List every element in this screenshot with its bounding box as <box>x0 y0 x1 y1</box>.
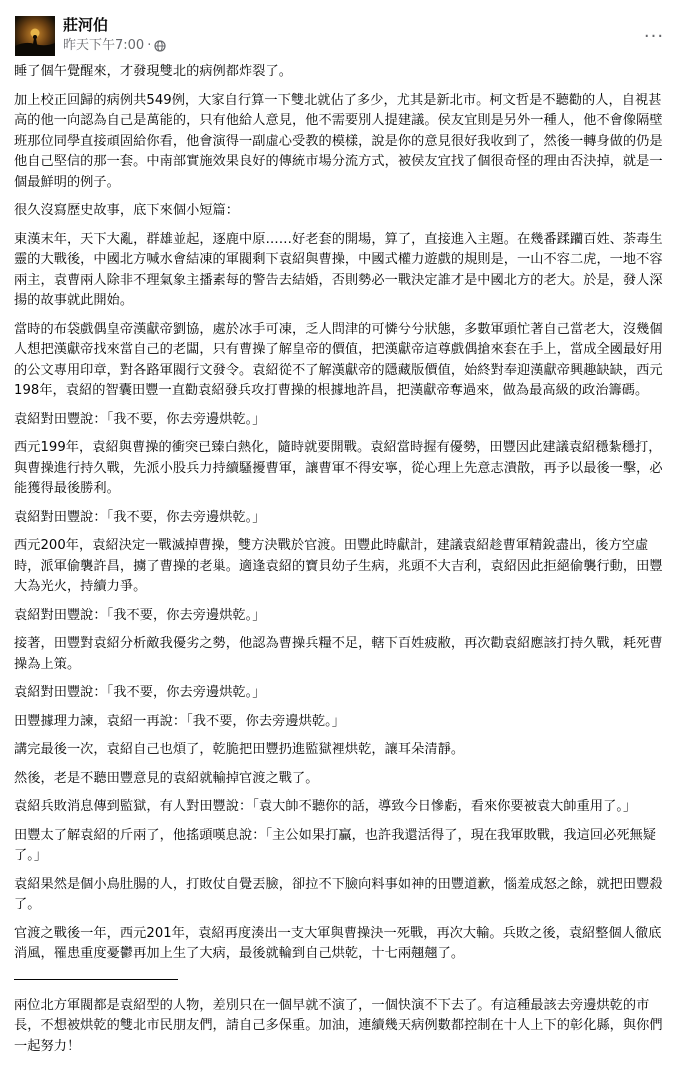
post-paragraph: 田豐據理力諫，袁紹一再說：「我不要，你去旁邊烘乾。」 <box>14 713 345 729</box>
post-paragraph: 當時的布袋戲偶皇帝漢獻帝劉協，處於冰手可凍，乏人問津的可憐兮兮狀態，多數軍頭忙著自己當老大，沒幾個人想把漢獻帝找來當自己的老闆，只有曹操了解皇帝的價值，把漢獻帝這尊戲偶搶來套在手上，當成全國最好用的公文專用印章，對各路軍閥行文發令。袁紹從不了解漢獻帝的隱藏版價值，始終對奉迎漢獻帝興趣缺缺，西元198年，袁紹的智囊田豐一直勸袁紹發兵攻打曹操的根據地許昌，把漢獻帝奪過來，做為最高級的政治籌碼。 <box>14 321 663 398</box>
post-paragraph: 田豐太了解袁紹的斤兩了，他搖頭嘆息說：「主公如果打贏，也許我還活得了，現在我軍敗戰，我這回必死無疑了。」 <box>14 827 657 863</box>
globe-icon[interactable] <box>154 40 166 52</box>
post-paragraph: 袁紹果然是個小鳥肚腸的人，打敗仗自覺丟臉，卻拉不下臉向料事如神的田豐道歉，惱羞成怒之餘，就把田豐殺了。 <box>14 876 663 912</box>
post-paragraph: 官渡之戰後一年，西元201年，袁紹再度湊出一支大軍與曹操決一死戰，再次大輸。兵敗之後，袁紹整個人徹底消風，罹患重度憂鬱再加上生了大病，最後就輪到自己烘乾，十七兩翹翹了。 <box>14 925 662 961</box>
post-paragraph: 袁紹對田豐說：「我不要，你去旁邊烘乾。」 <box>14 607 266 623</box>
post-paragraph: 加上校正回歸的病例共549例，大家自行算一下雙北就佔了多少，尤其是新北市。柯文哲是不聽勸的人，自視甚高的他一向認為自己是萬能的，只有他給人意見，他不需要別人提建議。侯友宜則是另外一種人，他不會像隔壁班那位同學直接頑固給你看，他會演得一副虛心受教的模樣，說是你的意見很好我收到了，然後一轉身做的仍是他自己堅信的那一套。中南部實施效果良好的傳統市場分流方式，被侯友宜找了個很奇怪的理由否決掉，就是一個最鮮明的例子。 <box>14 92 663 190</box>
post-paragraph: 西元200年，袁紹決定一戰滅掉曹操，雙方決戰於官渡。田豐此時獻計，建議袁紹趁曹軍精銳盡出，後方空虛時，派軍偷襲許昌，擄了曹操的老巢。適逢袁紹的寶貝幼子生病，兆頭不大吉利，袁紹因此拒絕偷襲行動，田豐大為光火，持續力爭。 <box>14 538 663 594</box>
avatar-image <box>15 16 55 56</box>
post-paragraph: 袁紹兵敗消息傳到監獄，有人對田豐說：「袁大帥不聽你的話，導致今日慘虧，看來你要被袁大帥重用了。」 <box>14 799 637 814</box>
post-meta <box>63 37 166 55</box>
post-paragraph: 接著，田豐對袁紹分析敵我優劣之勢，他認為曹操兵糧不足，轄下百姓疲敝，再次勸袁紹應該打持久戰，耗死曹操為上策。 <box>14 636 663 672</box>
author-name[interactable]: 莊河伯 <box>63 16 109 34</box>
post-paragraph: 袁紹對田豐說：「我不要，你去旁邊烘乾。」 <box>14 411 266 427</box>
post-paragraph: 睡了個午覺醒來，才發現雙北的病例都炸裂了。 <box>14 64 292 79</box>
post-header <box>0 0 684 62</box>
post-paragraph: 袁紹對田豐說：「我不要，你去旁邊烘乾。」 <box>14 685 266 700</box>
meta-separator: · <box>147 38 152 53</box>
post-closing-paragraph: 兩位北方軍閥都是袁紹型的人物，差別只在一個早就不演了，一個快演不下去了。有這種最該去旁邊烘乾的市長，不想被烘乾的雙北市民朋友們，請自己多保重。加油，連續幾天病例數都控制在十人上下的彰化縣，與你們一起努力！ <box>14 997 663 1054</box>
post-body <box>14 62 672 1065</box>
author-avatar[interactable] <box>15 16 55 56</box>
post-paragraph: 然後，老是不聽田豐意見的袁紹就輸掉官渡之戰了。 <box>14 770 319 786</box>
post-timestamp[interactable]: 昨天下午7:00 <box>63 38 145 53</box>
more-options-button[interactable]: ··· <box>643 25 665 47</box>
post-paragraph: 西元199年，袁紹與曹操的衝突已臻白熱化，隨時就要開戰。袁紹當時握有優勢，田豐因此建議袁紹穩紮穩打，與曹操進行持久戰，先派小股兵力持續騷擾曹軍，讓曹軍不得安寧，從心理上先意志潰散，再予以最後一擊，必能獲得最後勝利。 <box>14 440 663 496</box>
post-paragraph: 講完最後一次，袁紹自己也煩了，乾脆把田豐扔進監獄裡烘乾，讓耳朵清靜。 <box>14 742 465 757</box>
post-paragraph: 東漢末年，天下大亂，群雄並起，逐鹿中原……好老套的開場，算了，直接進入主題。在幾番蹂躪百姓、荼毒生靈的大戰後，中國北方喊水會結凍的軍閥剩下袁紹與曹操，中國式權力遊戲的規則是，一山不容二虎，一地不容兩主，袁曹兩人除非不理氣象主播素每的警告去結婚，否則勢必一戰決定誰才是中國北方的老大。於是，發人深揚的故事就此開始。 <box>14 231 663 308</box>
post-paragraph: 袁紹對田豐說：「我不要，你去旁邊烘乾。」 <box>14 509 266 525</box>
post-paragraph: 很久沒寫歷史故事，底下來個小短篇： <box>14 203 240 218</box>
section-divider <box>14 979 178 980</box>
